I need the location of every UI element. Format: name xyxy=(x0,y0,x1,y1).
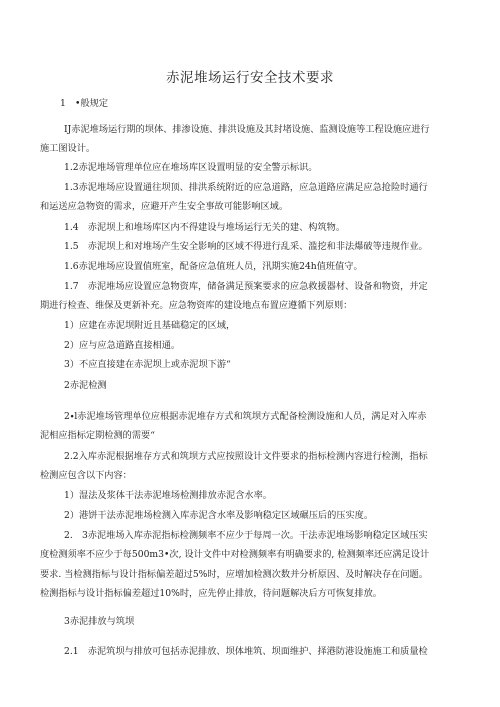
paragraph-line: 2∙l赤泥堆场管理单位应根据赤泥堆存方式和筑坝方式配备检测设施和人员，满足对入库赤 xyxy=(64,411,427,422)
list-item: 1）湿法及浆体干法赤泥堆场检测排放赤泥含水率。 xyxy=(64,490,272,501)
paragraph-line: 2. 3赤泥堆场入库赤泥指标检测频率不应少于每周一次。干法赤泥堆场影响稳定区域压实 xyxy=(64,530,428,541)
paragraph-line: 泥相应指标定期检测的需要“ xyxy=(40,430,155,441)
section-heading: 3赤泥排放与筑坝 xyxy=(64,616,135,627)
paragraph-line: 1.3赤泥堆场应设置通往坝顶、排洪系统附近的应急道路，应急道路应满足应急抢险时通行 xyxy=(64,182,428,193)
paragraph-line: 检测应包含以下内容： xyxy=(40,470,132,481)
paragraph-line: 要求. 当检测指标与设计指标偏差超过5%时，应增加检测次数并分析原因、及时解决存在问题。 xyxy=(40,569,428,580)
list-item: 2）应与应急道路直接相通。 xyxy=(64,340,181,351)
paragraph-line: 度检测须率不应少于每500m3•次, 设计文件中对检测频率有明确要求的, 检测频率还应满足设计 xyxy=(40,549,430,560)
paragraph-line: 期进行检查、维保及更新补充。应急物资库的建设地点布置应遵循下列原则： xyxy=(40,300,353,311)
paragraph-line: 1.5 赤泥坝上和对堆场产生安全影响的区域不得进行乱采、滥挖和非法爆破等违规作业。 xyxy=(64,241,428,252)
paragraph-line: 1.2赤泥堆场管理单位应在堆场库区设置明显的安全警示标识。 xyxy=(64,162,318,173)
paragraph-line: 检测指标与设计指标偏差超过10%时，应先停止排放，待问题解决后方可恢复排放。 xyxy=(40,588,382,599)
paragraph-line: 1.6赤泥堆场应设置值班室，配备应急值班人员，汛期实施24h值班值守。 xyxy=(64,261,363,272)
list-item: 3）不应直接建在赤泥坝上或赤泥坝下游“ xyxy=(64,359,231,370)
paragraph-line: 1.7 赤泥堆场应设置应急物资库，储备满足预案要求的应急救援器材、设备和物资，并定 xyxy=(64,281,428,292)
list-item: 2）港饼干法赤泥堆场检测入库赤泥含水率及影响稳定区域碾压后的压实度。 xyxy=(64,510,374,521)
document-title: 赤泥堆场运行安全技术要求 xyxy=(166,70,334,86)
section-heading: 1 •般规定 xyxy=(60,98,109,109)
paragraph-line: 2.2入库赤泥根据堆存方式和筑坝方式应按照设计文件要求的指标检测内容进行检测，指标 xyxy=(64,451,428,462)
paragraph-line: 1.4 赤泥坝上和堆场库区内不得建设与堆场运行无关的建、构筑物。 xyxy=(64,222,346,233)
paragraph-line: IJ赤泥堆场运行期的坝体、排渗设施、排洪设施及其封堵设施、监测设施等工程设施应进行 xyxy=(64,124,430,135)
section-heading: 2赤泥检测 xyxy=(64,380,107,391)
list-item: 1）应建在赤泥坝附近且基础稳定的区域， xyxy=(64,320,236,331)
paragraph-line: 和运送应急物资的需求，应避开产生安全事故可能影响区域。 xyxy=(40,201,289,212)
paragraph-line: 2.1 赤泥筑坝与排放可包括赤泥排放、坝体堆筑、坝面维护、择港防港设施施工和质量检 xyxy=(64,646,428,657)
paragraph-line: 施工图设计。 xyxy=(40,143,96,154)
